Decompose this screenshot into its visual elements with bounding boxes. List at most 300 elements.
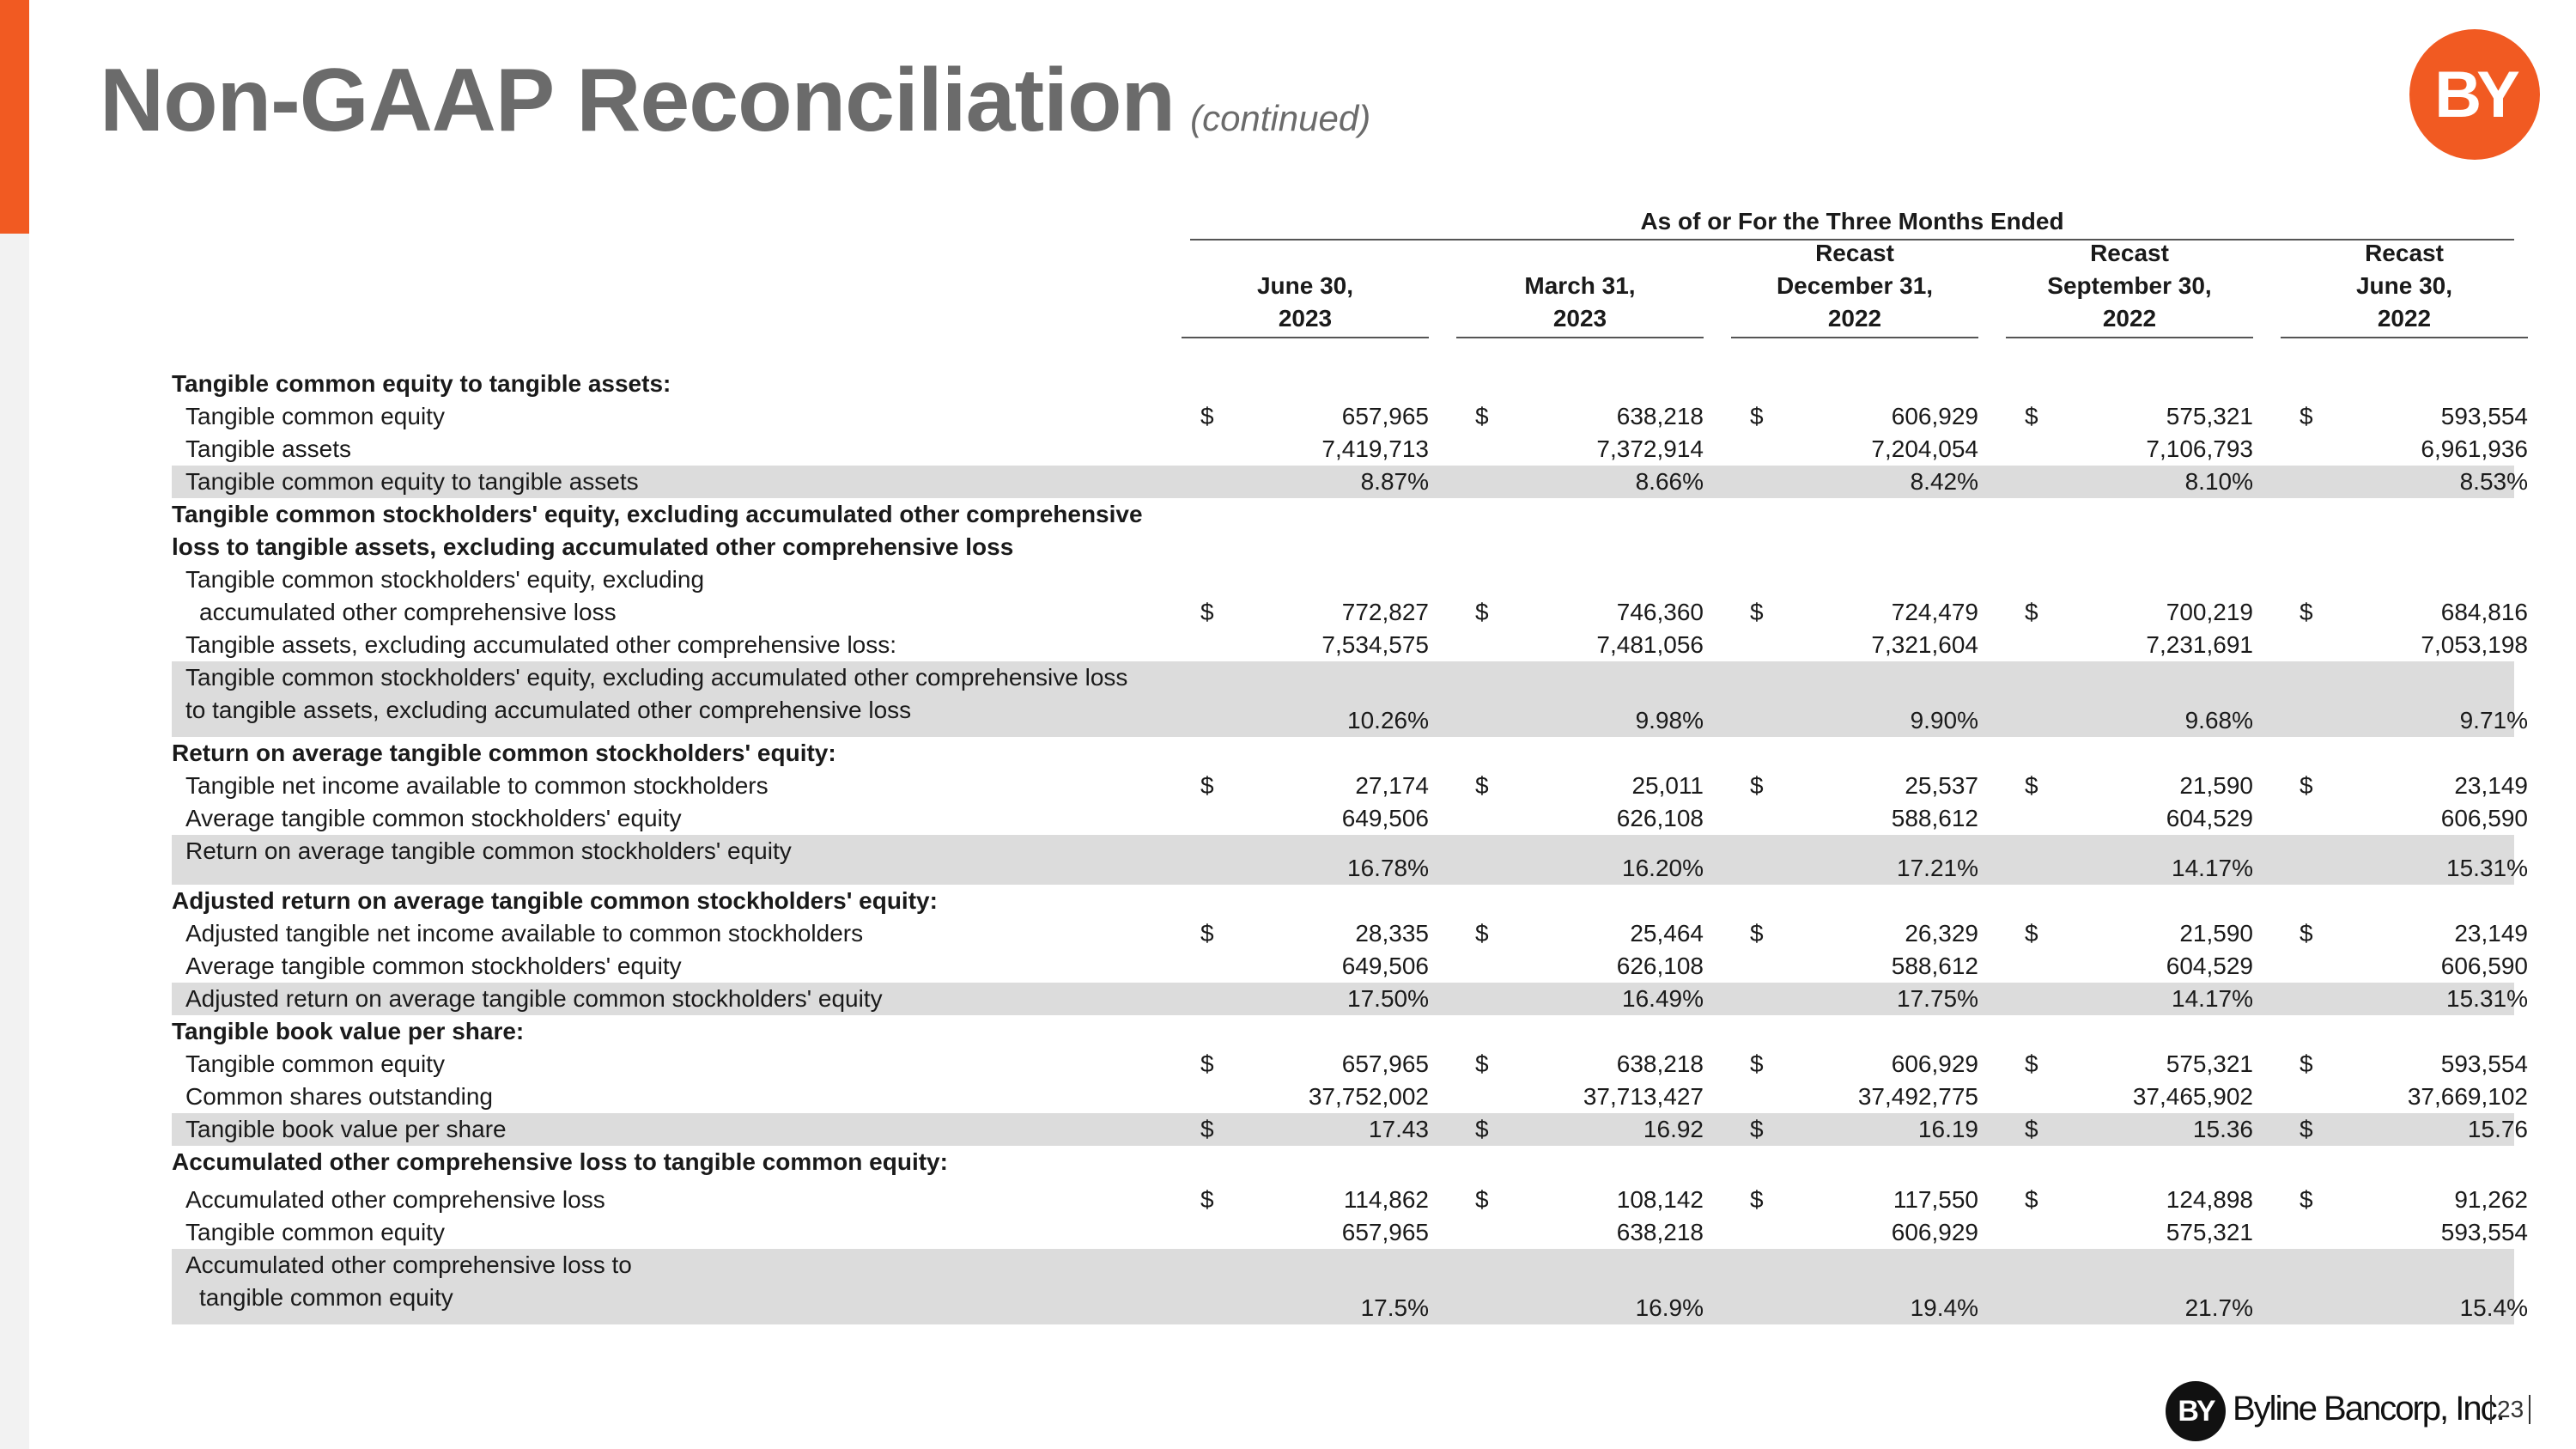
value-cell	[1750, 433, 1978, 466]
value-text: 8.53%	[2459, 468, 2528, 495]
row-label-line: Average tangible common stockholders' equity	[185, 953, 682, 979]
value-cell	[2300, 1081, 2528, 1113]
value-cell	[1475, 433, 1704, 466]
value-cell	[2300, 835, 2528, 885]
column-header-line: 2022	[2102, 305, 2157, 332]
value-cell	[2300, 983, 2528, 1015]
column-header-line: Recast	[2090, 240, 2169, 266]
table-row	[172, 983, 2528, 1015]
column-header-line: December 31,	[1776, 272, 1934, 299]
column-header-line: Recast	[1815, 240, 1894, 266]
value-cell	[2300, 950, 2528, 983]
value-text: 16.19	[1917, 1116, 1978, 1142]
row-label-line: Tangible common stockholders' equity, excluding accumulated other comprehensive	[172, 501, 1143, 527]
row-label-line: Tangible assets	[185, 435, 352, 462]
value-cell	[1475, 1113, 1704, 1146]
currency-symbol: $	[2300, 1050, 2313, 1077]
value-text: 8.42%	[1910, 468, 1978, 495]
column-header-line: September 30,	[2047, 272, 2212, 299]
currency-symbol: $	[1750, 1050, 1764, 1077]
row-label-line: Accumulated other comprehensive loss to tangible common equity:	[172, 1148, 948, 1175]
currency-symbol: $	[1475, 1186, 1489, 1213]
row-label	[185, 770, 769, 802]
value-text: 21,590	[2179, 772, 2253, 799]
currency-symbol: $	[1475, 1116, 1489, 1142]
table-row	[172, 1048, 2528, 1081]
value-cell	[1200, 950, 1429, 983]
section-heading	[172, 1015, 524, 1048]
value-text: 9.90%	[1910, 707, 1978, 734]
value-text: 575,321	[2166, 403, 2253, 429]
value-cell	[1750, 661, 1978, 737]
row-label-line: Average tangible common stockholders' equity	[185, 805, 682, 831]
value-text: 657,965	[1341, 1219, 1429, 1245]
column-header-line: 2022	[1827, 305, 1882, 332]
value-text: 16.49%	[1622, 985, 1704, 1012]
value-text: 606,590	[2440, 953, 2528, 979]
row-label-line: Adjusted return on average tangible common stockholders' equity:	[172, 887, 938, 914]
value-cell	[2025, 917, 2253, 950]
value-cell	[1200, 1081, 1429, 1113]
currency-symbol: $	[1475, 1050, 1489, 1077]
value-cell	[1475, 596, 1704, 629]
row-label-line: Adjusted tangible net income available to common stockholders	[185, 920, 864, 947]
value-cell	[1750, 917, 1978, 950]
currency-symbol: $	[2025, 1116, 2038, 1142]
row-label	[185, 400, 445, 433]
value-cell	[2300, 1048, 2528, 1081]
row-label	[185, 1113, 507, 1146]
value-text: 700,219	[2166, 599, 2253, 625]
currency-symbol: $	[2025, 1050, 2038, 1077]
table-row	[172, 400, 2528, 433]
value-cell	[1475, 950, 1704, 983]
value-cell	[1200, 802, 1429, 835]
value-text: 6,961,936	[2421, 435, 2528, 462]
value-text: 37,465,902	[2132, 1083, 2253, 1110]
currency-symbol: $	[2300, 403, 2313, 429]
value-text: 16.92	[1643, 1116, 1704, 1142]
value-cell	[1475, 629, 1704, 661]
value-cell	[2025, 1113, 2253, 1146]
value-text: 772,827	[1341, 599, 1429, 625]
row-label-line: Tangible common stockholders' equity, excluding accumulated other comprehensive loss	[185, 664, 1128, 691]
value-text: 15.31%	[2446, 985, 2528, 1012]
column-header-line: June 30,	[2355, 272, 2453, 299]
column-header-line	[1182, 237, 1429, 270]
value-cell	[1200, 983, 1429, 1015]
value-text: 8.87%	[1360, 468, 1429, 495]
value-cell	[1475, 1184, 1704, 1216]
table-row	[172, 368, 2514, 400]
value-cell	[2300, 1249, 2528, 1324]
table-row	[172, 433, 2528, 466]
section-heading	[172, 885, 938, 917]
value-text: 638,218	[1616, 1219, 1704, 1245]
table-row	[172, 1081, 2528, 1113]
column-header-line: 2023	[1552, 305, 1607, 332]
table-row	[172, 770, 2528, 802]
currency-symbol: $	[1750, 920, 1764, 947]
value-text: 588,612	[1891, 805, 1978, 831]
currency-symbol: $	[1200, 403, 1214, 429]
column-header-line: 2023	[1278, 305, 1333, 332]
currency-symbol: $	[1475, 599, 1489, 625]
value-text: 638,218	[1616, 1050, 1704, 1077]
value-cell	[2300, 629, 2528, 661]
value-cell	[1750, 1113, 1978, 1146]
table-row	[172, 1216, 2528, 1249]
value-cell	[2300, 433, 2528, 466]
row-label	[185, 629, 896, 661]
column-header-line: March 31,	[1524, 272, 1636, 299]
value-text: 25,464	[1630, 920, 1704, 947]
value-text: 117,550	[1893, 1186, 1978, 1213]
value-text: 7,419,713	[1321, 435, 1429, 462]
section-heading	[172, 1146, 948, 1178]
row-label-line: Tangible common equity	[185, 1219, 445, 1245]
value-cell	[2300, 1113, 2528, 1146]
value-text: 724,479	[1891, 599, 1978, 625]
value-text: 19.4%	[1910, 1294, 1978, 1321]
row-label-line: tangible common equity	[199, 1284, 453, 1311]
value-text: 27,174	[1355, 772, 1429, 799]
footer-logo-icon: BY	[2166, 1381, 2226, 1441]
value-text: 588,612	[1891, 953, 1978, 979]
value-cell	[1200, 629, 1429, 661]
table-row	[172, 1113, 2528, 1146]
row-label-line: Return on average tangible common stockholders' equity:	[172, 740, 836, 766]
value-text: 25,537	[1905, 772, 1978, 799]
value-text: 606,929	[1891, 1050, 1978, 1077]
currency-symbol: $	[1750, 599, 1764, 625]
value-cell	[2025, 1184, 2253, 1216]
value-text: 7,204,054	[1871, 435, 1978, 462]
table-row	[172, 835, 2528, 885]
title-suffix: (continued)	[1190, 98, 1371, 138]
value-text: 37,492,775	[1857, 1083, 1978, 1110]
value-text: 575,321	[2166, 1219, 2253, 1245]
value-text: 638,218	[1616, 403, 1704, 429]
value-text: 15.36	[2192, 1116, 2253, 1142]
column-header-line	[1456, 237, 1704, 270]
value-text: 9.68%	[2184, 707, 2253, 734]
value-cell	[1750, 596, 1978, 629]
row-label	[185, 835, 792, 868]
value-text: 7,321,604	[1871, 631, 1978, 658]
value-text: 684,816	[2440, 599, 2528, 625]
value-cell	[1750, 466, 1978, 498]
table-row	[172, 1249, 2528, 1324]
value-cell	[1200, 400, 1429, 433]
value-cell	[1475, 1249, 1704, 1324]
value-text: 23,149	[2454, 920, 2528, 947]
value-cell	[1750, 1249, 1978, 1324]
value-text: 17.50%	[1347, 985, 1429, 1012]
section-heading	[172, 531, 1013, 563]
left-margin	[0, 234, 29, 1449]
table-row	[172, 950, 2528, 983]
value-cell	[2300, 917, 2528, 950]
value-cell	[2300, 770, 2528, 802]
value-cell	[1750, 770, 1978, 802]
value-cell	[1750, 629, 1978, 661]
value-cell	[1475, 1216, 1704, 1249]
value-cell	[2300, 802, 2528, 835]
value-text: 17.5%	[1360, 1294, 1429, 1321]
currency-symbol: $	[1750, 1116, 1764, 1142]
row-label-line: Tangible common equity	[185, 1050, 445, 1077]
value-cell	[2025, 1249, 2253, 1324]
value-cell	[1475, 466, 1704, 498]
value-cell	[1750, 400, 1978, 433]
value-cell	[2025, 400, 2253, 433]
value-text: 593,554	[2440, 1219, 2528, 1245]
table-row	[172, 885, 2514, 917]
value-cell	[1750, 983, 1978, 1015]
value-cell	[1200, 917, 1429, 950]
currency-symbol: $	[1200, 1050, 1214, 1077]
row-label-line: to tangible assets, excluding accumulated other comprehensive loss	[185, 697, 912, 723]
currency-symbol: $	[1200, 599, 1214, 625]
value-text: 15.31%	[2446, 855, 2528, 881]
table-row	[172, 596, 2528, 629]
value-cell	[1200, 596, 1429, 629]
value-cell	[2025, 770, 2253, 802]
value-text: 606,929	[1891, 403, 1978, 429]
accent-bar	[0, 0, 29, 234]
value-text: 17.21%	[1897, 855, 1978, 881]
value-cell	[2300, 466, 2528, 498]
page-title	[100, 50, 1370, 152]
row-label-line: Tangible assets, excluding accumulated other comprehensive loss:	[185, 631, 897, 658]
value-cell	[2025, 950, 2253, 983]
currency-symbol: $	[1200, 772, 1214, 799]
column-header	[2006, 237, 2253, 338]
row-label-line: Tangible common stockholders' equity, excluding	[185, 566, 705, 593]
row-label	[185, 1081, 493, 1113]
value-cell	[2025, 433, 2253, 466]
row-label-line: Accumulated other comprehensive loss to	[185, 1251, 632, 1278]
value-text: 21.7%	[2184, 1294, 2253, 1321]
row-label-line: Tangible net income available to common stockholders	[185, 772, 769, 799]
value-cell	[1200, 1216, 1429, 1249]
value-text: 15.76	[2467, 1116, 2528, 1142]
value-text: 14.17%	[2172, 855, 2253, 881]
value-cell	[2025, 802, 2253, 835]
value-text: 108,142	[1616, 1186, 1704, 1213]
table-row	[172, 466, 2528, 498]
table-row	[172, 498, 2514, 531]
value-text: 17.43	[1368, 1116, 1429, 1142]
value-cell	[2300, 1216, 2528, 1249]
row-label-line: Tangible book value per share	[185, 1116, 507, 1142]
value-cell	[1200, 1249, 1429, 1324]
value-text: 114,862	[1343, 1186, 1429, 1213]
section-heading	[172, 498, 1143, 531]
value-cell	[2025, 983, 2253, 1015]
column-header	[2281, 237, 2528, 338]
value-text: 575,321	[2166, 1050, 2253, 1077]
footer-company-name: Byline Bancorp, Inc.	[2233, 1390, 2504, 1428]
row-label	[185, 1048, 445, 1081]
value-cell	[1475, 770, 1704, 802]
table-row	[172, 661, 2528, 737]
value-text: 9.98%	[1635, 707, 1704, 734]
value-text: 17.75%	[1897, 985, 1978, 1012]
value-text: 657,965	[1341, 403, 1429, 429]
row-label-line: Tangible common equity to tangible assets:	[172, 370, 671, 397]
column-header-line: June 30,	[1256, 272, 1354, 299]
value-cell	[1750, 1048, 1978, 1081]
section-heading	[172, 368, 671, 400]
value-text: 7,053,198	[2421, 631, 2528, 658]
row-label-line: Tangible common equity	[185, 403, 445, 429]
row-label	[185, 563, 704, 596]
value-text: 16.9%	[1635, 1294, 1704, 1321]
value-text: 9.71%	[2459, 707, 2528, 734]
row-label-line: Common shares outstanding	[185, 1083, 493, 1110]
value-cell	[2025, 629, 2253, 661]
currency-symbol: $	[2025, 920, 2038, 947]
column-header	[1731, 237, 1978, 338]
value-text: 7,534,575	[1321, 631, 1429, 658]
value-cell	[2300, 400, 2528, 433]
value-cell	[2025, 835, 2253, 885]
row-label	[185, 983, 883, 1015]
currency-symbol: $	[1475, 772, 1489, 799]
table-row	[172, 802, 2528, 835]
value-cell	[1475, 1048, 1704, 1081]
value-text: 16.20%	[1622, 855, 1704, 881]
value-text: 7,106,793	[2146, 435, 2253, 462]
value-text: 649,506	[1341, 805, 1429, 831]
value-text: 7,372,914	[1596, 435, 1704, 462]
row-label-line: Accumulated other comprehensive loss	[185, 1186, 605, 1213]
currency-symbol: $	[2025, 403, 2038, 429]
column-header-line: 2022	[2377, 305, 2432, 332]
value-cell	[1750, 802, 1978, 835]
row-label-line: loss to tangible assets, excluding accumulated other comprehensive loss	[172, 533, 1014, 560]
currency-symbol: $	[2025, 1186, 2038, 1213]
section-heading	[172, 737, 836, 770]
value-text: 28,335	[1355, 920, 1429, 947]
row-label-line: accumulated other comprehensive loss	[199, 599, 617, 625]
row-label	[185, 1249, 632, 1314]
value-cell	[1200, 1048, 1429, 1081]
value-text: 8.66%	[1635, 468, 1704, 495]
value-cell	[1200, 1184, 1429, 1216]
row-label-line: Tangible book value per share:	[172, 1018, 525, 1044]
value-cell	[1750, 1184, 1978, 1216]
value-cell	[1475, 1081, 1704, 1113]
table-row	[172, 1184, 2528, 1216]
row-label	[185, 1216, 445, 1249]
value-cell	[1200, 433, 1429, 466]
value-text: 626,108	[1616, 805, 1704, 831]
value-cell	[1200, 770, 1429, 802]
value-text: 604,529	[2166, 953, 2253, 979]
value-text: 21,590	[2179, 920, 2253, 947]
value-cell	[2025, 661, 2253, 737]
value-cell	[1750, 950, 1978, 983]
currency-symbol: $	[2300, 1186, 2313, 1213]
currency-symbol: $	[2300, 920, 2313, 947]
row-label	[185, 466, 639, 498]
value-text: 26,329	[1905, 920, 1978, 947]
currency-symbol: $	[2025, 599, 2038, 625]
currency-symbol: $	[1200, 1186, 1214, 1213]
value-cell	[1200, 661, 1429, 737]
value-text: 606,929	[1891, 1219, 1978, 1245]
value-cell	[1475, 661, 1704, 737]
row-label	[185, 661, 1127, 727]
value-cell	[1475, 400, 1704, 433]
value-cell	[2300, 661, 2528, 737]
value-text: 8.10%	[2184, 468, 2253, 495]
value-cell	[1475, 802, 1704, 835]
row-label	[199, 596, 617, 629]
row-label-line: Adjusted return on average tangible common stockholders' equity	[185, 985, 883, 1012]
value-text: 15.4%	[2459, 1294, 2528, 1321]
value-text: 16.78%	[1347, 855, 1429, 881]
value-cell	[1200, 466, 1429, 498]
value-cell	[2300, 1184, 2528, 1216]
row-label	[185, 1184, 605, 1216]
value-cell	[1750, 835, 1978, 885]
byline-logo-icon: BY	[2409, 29, 2540, 160]
value-cell	[2025, 1216, 2253, 1249]
value-text: 37,713,427	[1583, 1083, 1704, 1110]
column-header	[1456, 237, 1704, 338]
currency-symbol: $	[1200, 1116, 1214, 1142]
table-super-header: As of or For the Three Months Ended	[1190, 204, 2514, 240]
value-text: 37,752,002	[1308, 1083, 1429, 1110]
row-label	[185, 950, 682, 983]
value-cell	[2025, 1081, 2253, 1113]
value-text: 23,149	[2454, 772, 2528, 799]
value-cell	[1475, 917, 1704, 950]
value-text: 746,360	[1616, 599, 1704, 625]
value-text: 7,231,691	[2146, 631, 2253, 658]
page-number: 23	[2490, 1395, 2530, 1424]
column-header-line: Recast	[2365, 240, 2444, 266]
currency-symbol: $	[1750, 1186, 1764, 1213]
value-cell	[1750, 1216, 1978, 1249]
value-cell	[2025, 596, 2253, 629]
row-label-line: Return on average tangible common stockholders' equity	[185, 837, 792, 864]
value-text: 91,262	[2454, 1186, 2528, 1213]
table-row	[172, 737, 2514, 770]
row-label-line: Tangible common equity to tangible assets	[185, 468, 639, 495]
value-text: 10.26%	[1347, 707, 1429, 734]
row-label	[185, 917, 863, 950]
currency-symbol: $	[2300, 599, 2313, 625]
value-text: 626,108	[1616, 953, 1704, 979]
table-row	[172, 1015, 2514, 1048]
table-row	[172, 917, 2528, 950]
currency-symbol: $	[2300, 1116, 2313, 1142]
value-cell	[2300, 596, 2528, 629]
value-cell	[1200, 1113, 1429, 1146]
currency-symbol: $	[1750, 403, 1764, 429]
table-row	[172, 531, 2514, 563]
row-label	[185, 433, 351, 466]
row-label	[185, 802, 682, 835]
value-cell	[1475, 983, 1704, 1015]
currency-symbol: $	[1475, 920, 1489, 947]
value-cell	[2025, 1048, 2253, 1081]
